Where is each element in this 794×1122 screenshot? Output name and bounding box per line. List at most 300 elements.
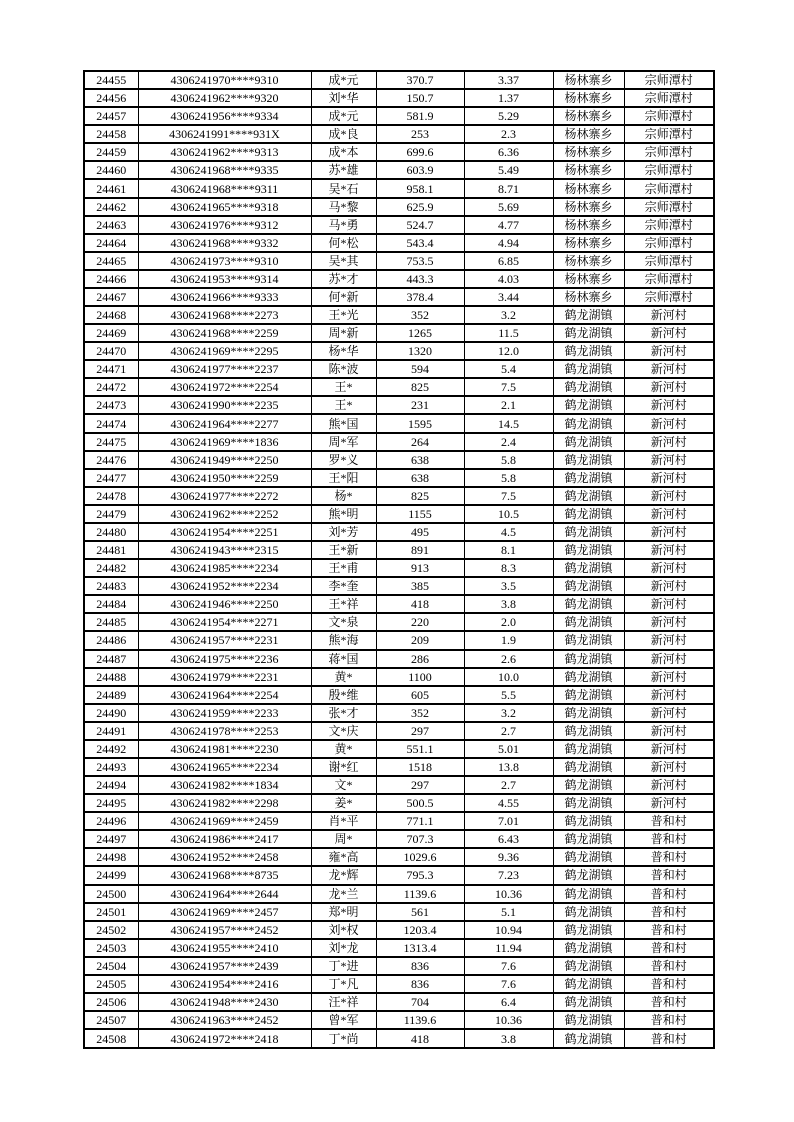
table-cell-id-masked: 4306241975****2236 (138, 650, 311, 668)
table-row (84, 848, 714, 866)
table-cell-name: 文*庆 (311, 722, 376, 740)
table-cell-serial: 24498 (84, 848, 138, 866)
table-cell-value2: 11.5 (464, 324, 553, 342)
table-cell-value1: 638 (376, 469, 464, 487)
table-cell-value1: 825 (376, 487, 464, 505)
table-cell-village: 普和村 (624, 903, 714, 921)
table-cell-town: 鹤龙湖镇 (553, 541, 624, 559)
table-row (84, 89, 714, 107)
table-cell-village: 普和村 (624, 885, 714, 903)
table-cell-id-masked: 4306241952****2234 (138, 577, 311, 595)
table-cell-value2: 12.0 (464, 342, 553, 360)
table-cell-town: 杨林寨乡 (553, 270, 624, 288)
table-cell-village: 普和村 (624, 1029, 714, 1048)
table-cell-id-masked: 4306241946****2250 (138, 595, 311, 613)
table-cell-serial: 24477 (84, 469, 138, 487)
table-cell-serial: 24508 (84, 1029, 138, 1048)
table-row (84, 830, 714, 848)
table-cell-value1: 352 (376, 704, 464, 722)
table-cell-id-masked: 4306241957****2439 (138, 957, 311, 975)
table-cell-serial: 24491 (84, 722, 138, 740)
table-cell-value1: 771.1 (376, 812, 464, 830)
table-cell-name: 成*良 (311, 125, 376, 143)
table-cell-town: 鹤龙湖镇 (553, 903, 624, 921)
table-cell-serial: 24486 (84, 631, 138, 649)
table-cell-name: 郑*明 (311, 903, 376, 921)
table-cell-id-masked: 4306241956****9334 (138, 107, 311, 125)
table-cell-serial: 24493 (84, 758, 138, 776)
table-cell-serial: 24490 (84, 704, 138, 722)
table-cell-town: 鹤龙湖镇 (553, 776, 624, 794)
table-cell-serial: 24495 (84, 794, 138, 812)
table-cell-value1: 209 (376, 631, 464, 649)
table-cell-value1: 1265 (376, 324, 464, 342)
table-cell-serial: 24497 (84, 830, 138, 848)
table-cell-serial: 24481 (84, 541, 138, 559)
table-cell-value1: 551.1 (376, 740, 464, 758)
table-cell-village: 宗师潭村 (624, 143, 714, 161)
table-cell-town: 鹤龙湖镇 (553, 433, 624, 451)
table-cell-name: 黄* (311, 740, 376, 758)
table-cell-value1: 638 (376, 451, 464, 469)
table-cell-name: 马*勇 (311, 216, 376, 234)
table-row (84, 198, 714, 216)
table-cell-serial: 24499 (84, 866, 138, 884)
table-cell-value1: 231 (376, 396, 464, 414)
table-cell-value2: 3.5 (464, 577, 553, 595)
table-cell-village: 新河村 (624, 505, 714, 523)
table-cell-id-masked: 4306241969****2459 (138, 812, 311, 830)
table-cell-village: 新河村 (624, 740, 714, 758)
table-cell-town: 鹤龙湖镇 (553, 722, 624, 740)
table-cell-village: 新河村 (624, 686, 714, 704)
table-cell-value2: 6.36 (464, 143, 553, 161)
table-cell-name: 龙*辉 (311, 866, 376, 884)
table-cell-value1: 1203.4 (376, 921, 464, 939)
table-cell-town: 鹤龙湖镇 (553, 939, 624, 957)
table-cell-value1: 891 (376, 541, 464, 559)
table-cell-value1: 264 (376, 433, 464, 451)
table-cell-town: 鹤龙湖镇 (553, 848, 624, 866)
table-cell-id-masked: 4306241968****9332 (138, 234, 311, 252)
table-cell-town: 鹤龙湖镇 (553, 885, 624, 903)
table-cell-name: 张*才 (311, 704, 376, 722)
table-cell-id-masked: 4306241979****2231 (138, 668, 311, 686)
table-cell-town: 鹤龙湖镇 (553, 360, 624, 378)
table-row (84, 451, 714, 469)
table-cell-id-masked: 4306241962****9320 (138, 89, 311, 107)
table-row (84, 360, 714, 378)
table-cell-town: 鹤龙湖镇 (553, 740, 624, 758)
table-cell-value1: 443.3 (376, 270, 464, 288)
table-cell-value2: 14.5 (464, 414, 553, 432)
table-cell-village: 新河村 (624, 650, 714, 668)
table-cell-serial: 24472 (84, 378, 138, 396)
table-cell-value2: 2.7 (464, 722, 553, 740)
table-cell-name: 周*新 (311, 324, 376, 342)
table-row (84, 939, 714, 957)
table-cell-id-masked: 4306241969****2457 (138, 903, 311, 921)
table-cell-value1: 561 (376, 903, 464, 921)
table-cell-name: 殷*维 (311, 686, 376, 704)
table-cell-id-masked: 4306241977****2272 (138, 487, 311, 505)
table-cell-village: 新河村 (624, 631, 714, 649)
table-cell-town: 鹤龙湖镇 (553, 451, 624, 469)
table-cell-value2: 4.5 (464, 523, 553, 541)
table-cell-town: 鹤龙湖镇 (553, 396, 624, 414)
table-cell-village: 新河村 (624, 523, 714, 541)
table-cell-value1: 707.3 (376, 830, 464, 848)
table-cell-id-masked: 4306241981****2230 (138, 740, 311, 758)
table-cell-serial: 24501 (84, 903, 138, 921)
table-row (84, 433, 714, 451)
table-cell-village: 普和村 (624, 848, 714, 866)
table-cell-value2: 2.7 (464, 776, 553, 794)
table-cell-serial: 24471 (84, 360, 138, 378)
table-cell-village: 普和村 (624, 921, 714, 939)
table-cell-id-masked: 4306241943****2315 (138, 541, 311, 559)
table-cell-id-masked: 4306241977****2237 (138, 360, 311, 378)
table-cell-value2: 5.5 (464, 686, 553, 704)
table-cell-id-masked: 4306241968****8735 (138, 866, 311, 884)
table-cell-value2: 5.01 (464, 740, 553, 758)
table-cell-value2: 7.01 (464, 812, 553, 830)
table-cell-town: 杨林寨乡 (553, 198, 624, 216)
table-cell-name: 吴*其 (311, 252, 376, 270)
table-row (84, 722, 714, 740)
table-cell-town: 鹤龙湖镇 (553, 830, 624, 848)
table-row (84, 866, 714, 884)
table-cell-town: 杨林寨乡 (553, 179, 624, 197)
table-cell-value2: 10.94 (464, 921, 553, 939)
table-cell-value1: 500.5 (376, 794, 464, 812)
beneficiary-table-wrap (83, 70, 713, 1049)
table-cell-value2: 5.8 (464, 469, 553, 487)
table-cell-name: 谢*红 (311, 758, 376, 776)
table-cell-value1: 524.7 (376, 216, 464, 234)
table-cell-value2: 4.55 (464, 794, 553, 812)
table-cell-value2: 5.1 (464, 903, 553, 921)
table-cell-town: 杨林寨乡 (553, 288, 624, 306)
table-cell-name: 杨*华 (311, 342, 376, 360)
table-cell-value1: 495 (376, 523, 464, 541)
table-row (84, 523, 714, 541)
table-cell-serial: 24482 (84, 559, 138, 577)
table-cell-name: 肖*平 (311, 812, 376, 830)
table-row (84, 161, 714, 179)
table-cell-id-masked: 4306241972****2418 (138, 1029, 311, 1048)
table-cell-value2: 5.4 (464, 360, 553, 378)
table-cell-village: 新河村 (624, 487, 714, 505)
table-cell-value1: 836 (376, 975, 464, 993)
table-cell-serial: 24483 (84, 577, 138, 595)
table-cell-town: 鹤龙湖镇 (553, 1011, 624, 1029)
table-cell-name: 刘*权 (311, 921, 376, 939)
table-cell-village: 宗师潭村 (624, 270, 714, 288)
table-cell-town: 鹤龙湖镇 (553, 1029, 624, 1048)
table-cell-value2: 2.4 (464, 433, 553, 451)
table-cell-value1: 1518 (376, 758, 464, 776)
table-cell-id-masked: 4306241963****2452 (138, 1011, 311, 1029)
table-cell-serial: 24478 (84, 487, 138, 505)
table-cell-value2: 1.37 (464, 89, 553, 107)
table-cell-serial: 24502 (84, 921, 138, 939)
table-cell-serial: 24492 (84, 740, 138, 758)
table-cell-id-masked: 4306241990****2235 (138, 396, 311, 414)
table-row (84, 686, 714, 704)
table-cell-value1: 825 (376, 378, 464, 396)
table-cell-town: 鹤龙湖镇 (553, 559, 624, 577)
table-cell-serial: 24475 (84, 433, 138, 451)
table-cell-value2: 3.8 (464, 1029, 553, 1048)
table-cell-village: 新河村 (624, 794, 714, 812)
table-cell-value2: 13.8 (464, 758, 553, 776)
table-cell-id-masked: 4306241968****2273 (138, 306, 311, 324)
table-cell-name: 刘*龙 (311, 939, 376, 957)
table-cell-value2: 8.3 (464, 559, 553, 577)
table-cell-name: 成*元 (311, 71, 376, 89)
table-cell-town: 鹤龙湖镇 (553, 668, 624, 686)
table-cell-id-masked: 4306241968****9311 (138, 179, 311, 197)
table-cell-serial: 24507 (84, 1011, 138, 1029)
table-cell-value2: 7.5 (464, 378, 553, 396)
table-cell-value2: 5.49 (464, 161, 553, 179)
table-row (84, 776, 714, 794)
table-cell-name: 黄* (311, 668, 376, 686)
table-cell-value1: 1595 (376, 414, 464, 432)
table-cell-value1: 1139.6 (376, 885, 464, 903)
table-cell-serial: 24467 (84, 288, 138, 306)
table-cell-serial: 24484 (84, 595, 138, 613)
table-cell-id-masked: 4306241972****2254 (138, 378, 311, 396)
table-row (84, 71, 714, 89)
table-cell-village: 新河村 (624, 378, 714, 396)
table-cell-name: 苏*才 (311, 270, 376, 288)
table-row (84, 957, 714, 975)
table-cell-value1: 220 (376, 613, 464, 631)
table-cell-id-masked: 4306241965****9318 (138, 198, 311, 216)
table-cell-value1: 1100 (376, 668, 464, 686)
table-cell-serial: 24465 (84, 252, 138, 270)
table-cell-serial: 24479 (84, 505, 138, 523)
table-cell-serial: 24457 (84, 107, 138, 125)
table-cell-name: 王*祥 (311, 595, 376, 613)
table-cell-village: 新河村 (624, 559, 714, 577)
table-cell-village: 新河村 (624, 613, 714, 631)
table-cell-serial: 24505 (84, 975, 138, 993)
table-cell-village: 宗师潭村 (624, 161, 714, 179)
table-row (84, 668, 714, 686)
table-cell-value2: 3.2 (464, 306, 553, 324)
table-cell-value2: 5.29 (464, 107, 553, 125)
table-cell-town: 杨林寨乡 (553, 143, 624, 161)
table-row (84, 487, 714, 505)
table-cell-name: 苏*雄 (311, 161, 376, 179)
table-cell-serial: 24506 (84, 993, 138, 1011)
table-row (84, 252, 714, 270)
table-cell-name: 王* (311, 378, 376, 396)
table-cell-value2: 10.36 (464, 1011, 553, 1029)
table-cell-serial: 24488 (84, 668, 138, 686)
table-cell-village: 宗师潭村 (624, 125, 714, 143)
table-cell-id-masked: 4306241978****2253 (138, 722, 311, 740)
table-cell-serial: 24458 (84, 125, 138, 143)
table-cell-village: 新河村 (624, 722, 714, 740)
table-cell-town: 鹤龙湖镇 (553, 758, 624, 776)
table-cell-town: 鹤龙湖镇 (553, 342, 624, 360)
table-row (84, 396, 714, 414)
table-cell-town: 鹤龙湖镇 (553, 631, 624, 649)
table-cell-serial: 24476 (84, 451, 138, 469)
table-row (84, 234, 714, 252)
table-cell-name: 何*松 (311, 234, 376, 252)
table-cell-name: 文* (311, 776, 376, 794)
table-cell-id-masked: 4306241948****2430 (138, 993, 311, 1011)
table-cell-serial: 24500 (84, 885, 138, 903)
table-cell-town: 鹤龙湖镇 (553, 866, 624, 884)
table-cell-value1: 1155 (376, 505, 464, 523)
table-cell-name: 王*甫 (311, 559, 376, 577)
table-cell-village: 新河村 (624, 758, 714, 776)
table-cell-name: 刘*华 (311, 89, 376, 107)
table-cell-serial: 24489 (84, 686, 138, 704)
table-cell-value1: 1029.6 (376, 848, 464, 866)
table-cell-id-masked: 4306241965****2234 (138, 758, 311, 776)
table-cell-town: 鹤龙湖镇 (553, 704, 624, 722)
table-cell-id-masked: 4306241982****2298 (138, 794, 311, 812)
table-cell-id-masked: 4306241959****2233 (138, 704, 311, 722)
table-cell-value2: 3.44 (464, 288, 553, 306)
table-cell-serial: 24464 (84, 234, 138, 252)
table-cell-serial: 24480 (84, 523, 138, 541)
table-cell-value2: 5.8 (464, 451, 553, 469)
table-cell-name: 杨* (311, 487, 376, 505)
table-cell-name: 马*黎 (311, 198, 376, 216)
table-cell-id-masked: 4306241985****2234 (138, 559, 311, 577)
table-cell-village: 新河村 (624, 595, 714, 613)
table-cell-town: 鹤龙湖镇 (553, 613, 624, 631)
table-cell-town: 鹤龙湖镇 (553, 378, 624, 396)
table-cell-name: 熊*海 (311, 631, 376, 649)
table-cell-id-masked: 4306241950****2259 (138, 469, 311, 487)
table-cell-value1: 699.6 (376, 143, 464, 161)
table-cell-name: 王*阳 (311, 469, 376, 487)
table-cell-serial: 24503 (84, 939, 138, 957)
table-row (84, 469, 714, 487)
table-cell-name: 丁*进 (311, 957, 376, 975)
table-cell-village: 普和村 (624, 812, 714, 830)
table-cell-value1: 150.7 (376, 89, 464, 107)
table-cell-village: 宗师潭村 (624, 89, 714, 107)
table-cell-value2: 10.0 (464, 668, 553, 686)
table-cell-id-masked: 4306241962****2252 (138, 505, 311, 523)
table-row (84, 143, 714, 161)
table-cell-town: 杨林寨乡 (553, 161, 624, 179)
table-cell-value2: 7.6 (464, 957, 553, 975)
table-cell-value2: 4.94 (464, 234, 553, 252)
table-cell-village: 普和村 (624, 830, 714, 848)
table-cell-name: 熊*国 (311, 414, 376, 432)
table-cell-value1: 913 (376, 559, 464, 577)
table-cell-id-masked: 4306241954****2416 (138, 975, 311, 993)
table-row (84, 650, 714, 668)
table-cell-serial: 24469 (84, 324, 138, 342)
table-row (84, 378, 714, 396)
table-cell-town: 鹤龙湖镇 (553, 650, 624, 668)
table-cell-village: 普和村 (624, 939, 714, 957)
table-cell-value2: 6.85 (464, 252, 553, 270)
table-cell-value1: 385 (376, 577, 464, 595)
table-row (84, 740, 714, 758)
table-cell-name: 成*元 (311, 107, 376, 125)
table-cell-serial: 24494 (84, 776, 138, 794)
table-cell-id-masked: 4306241952****2458 (138, 848, 311, 866)
table-cell-village: 宗师潭村 (624, 198, 714, 216)
table-row (84, 613, 714, 631)
table-cell-serial: 24496 (84, 812, 138, 830)
table-cell-town: 鹤龙湖镇 (553, 487, 624, 505)
table-cell-town: 杨林寨乡 (553, 216, 624, 234)
table-cell-serial: 24487 (84, 650, 138, 668)
table-row (84, 975, 714, 993)
table-cell-town: 鹤龙湖镇 (553, 957, 624, 975)
table-cell-village: 普和村 (624, 957, 714, 975)
table-cell-id-masked: 4306241962****9313 (138, 143, 311, 161)
table-cell-value2: 4.03 (464, 270, 553, 288)
table-cell-name: 成*本 (311, 143, 376, 161)
table-cell-town: 鹤龙湖镇 (553, 595, 624, 613)
table-cell-village: 普和村 (624, 866, 714, 884)
table-row (84, 559, 714, 577)
table-cell-village: 普和村 (624, 993, 714, 1011)
table-cell-value1: 352 (376, 306, 464, 324)
table-cell-id-masked: 4306241968****2259 (138, 324, 311, 342)
table-row (84, 125, 714, 143)
table-cell-village: 新河村 (624, 396, 714, 414)
table-cell-value2: 2.1 (464, 396, 553, 414)
table-cell-name: 王* (311, 396, 376, 414)
table-cell-serial: 24504 (84, 957, 138, 975)
table-cell-value2: 8.1 (464, 541, 553, 559)
table-cell-village: 宗师潭村 (624, 252, 714, 270)
table-row (84, 216, 714, 234)
table-cell-value2: 7.5 (464, 487, 553, 505)
table-cell-id-masked: 4306241964****2254 (138, 686, 311, 704)
table-cell-id-masked: 4306241964****2644 (138, 885, 311, 903)
table-cell-id-masked: 4306241954****2271 (138, 613, 311, 631)
table-cell-village: 新河村 (624, 451, 714, 469)
table-cell-id-masked: 4306241966****9333 (138, 288, 311, 306)
table-cell-village: 新河村 (624, 306, 714, 324)
table-cell-value2: 10.36 (464, 885, 553, 903)
table-cell-id-masked: 4306241986****2417 (138, 830, 311, 848)
table-cell-name: 丁*凡 (311, 975, 376, 993)
table-cell-value1: 1320 (376, 342, 464, 360)
table-cell-village: 新河村 (624, 324, 714, 342)
table-cell-value1: 1313.4 (376, 939, 464, 957)
table-cell-town: 鹤龙湖镇 (553, 505, 624, 523)
table-cell-value1: 297 (376, 722, 464, 740)
table-cell-town: 鹤龙湖镇 (553, 686, 624, 704)
table-cell-serial: 24461 (84, 179, 138, 197)
table-cell-name: 王*新 (311, 541, 376, 559)
table-cell-id-masked: 4306241973****9310 (138, 252, 311, 270)
table-cell-value2: 1.9 (464, 631, 553, 649)
table-row (84, 306, 714, 324)
table-cell-name: 罗*义 (311, 451, 376, 469)
table-cell-town: 鹤龙湖镇 (553, 414, 624, 432)
table-cell-id-masked: 4306241969****1836 (138, 433, 311, 451)
